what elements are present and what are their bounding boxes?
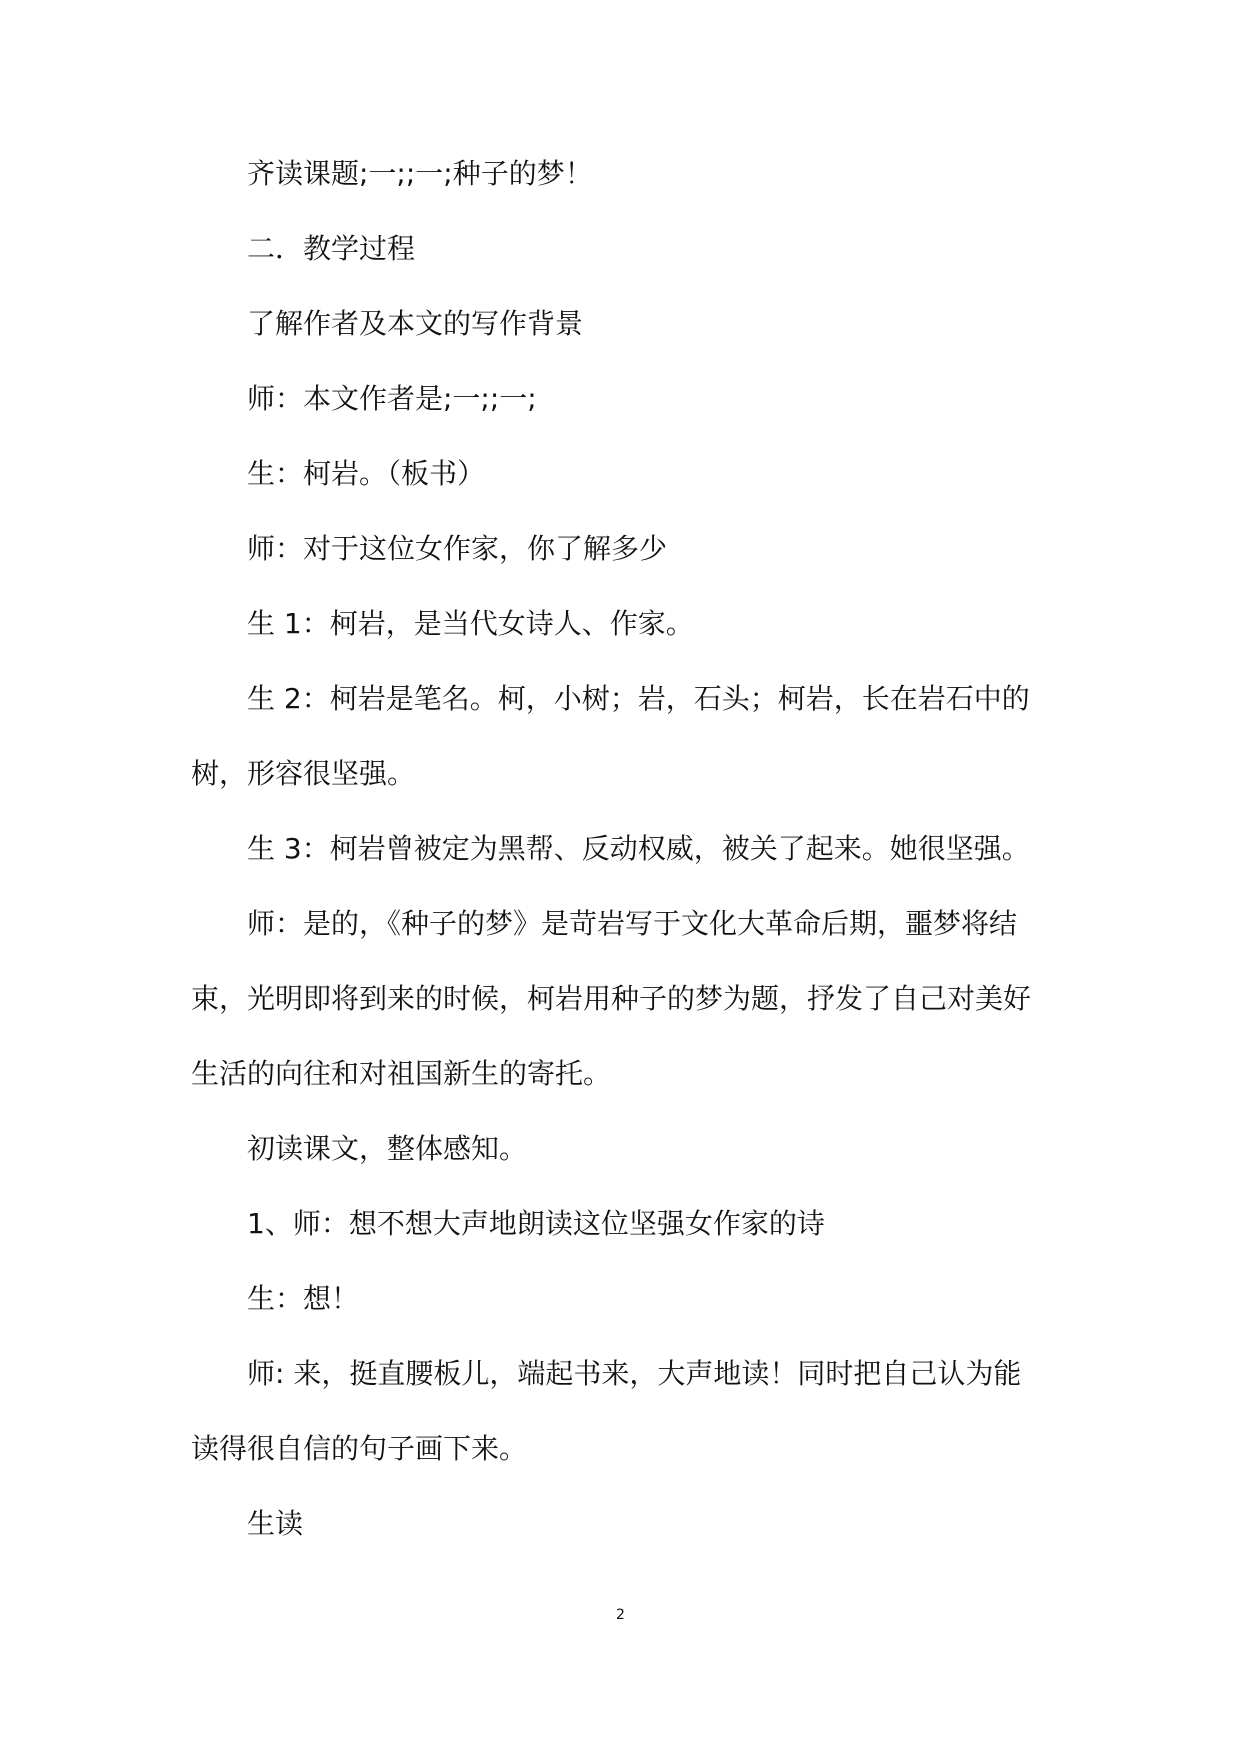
text-line: 生：想！ <box>247 1282 360 1315</box>
text-line: 生 3：柯岩曾被定为黑帮、反动权威，被关了起来。她很坚强。 <box>247 832 1030 865</box>
page-number: 2 <box>616 1607 625 1623</box>
text-line: 1、师：想不想大声地朗读这位坚强女作家的诗 <box>247 1207 825 1240</box>
text-line: 师：对于这位女作家，你了解多少 <box>247 532 668 565</box>
text-line: 生 2：柯岩是笔名。柯，小树；岩，石头；柯岩，长在岩石中的 <box>247 682 1030 715</box>
text-line: 生读 <box>247 1507 304 1540</box>
text-line: 师：本文作者是;一;;一; <box>247 382 537 415</box>
text-line: 齐读课题;一;;一;种子的梦！ <box>247 157 593 190</box>
text-line: 读得很自信的句子画下来。 <box>191 1432 528 1465</box>
text-line: 初读课文，整体感知。 <box>247 1132 528 1165</box>
text-line: 生 1：柯岩，是当代女诗人、作家。 <box>247 607 694 640</box>
text-line: 生：柯岩。（板书） <box>247 457 486 490</box>
section-heading: 二．教学过程 <box>247 232 416 265</box>
text-line: 生活的向往和对祖国新生的寄托。 <box>191 1057 612 1090</box>
text-line: 师：是的，《种子的梦》是苛岩写于文化大革命后期，噩梦将结 <box>247 907 1018 940</box>
text-line: 束，光明即将到来的时候，柯岩用种子的梦为题，抒发了自己对美好 <box>191 982 1032 1015</box>
text-line: 师: 来，挺直腰板儿，端起书来，大声地读！同时把自己认为能 <box>247 1357 1022 1390</box>
text-line: 了解作者及本文的写作背景 <box>247 307 584 340</box>
text-line: 树，形容很坚强。 <box>191 757 416 790</box>
